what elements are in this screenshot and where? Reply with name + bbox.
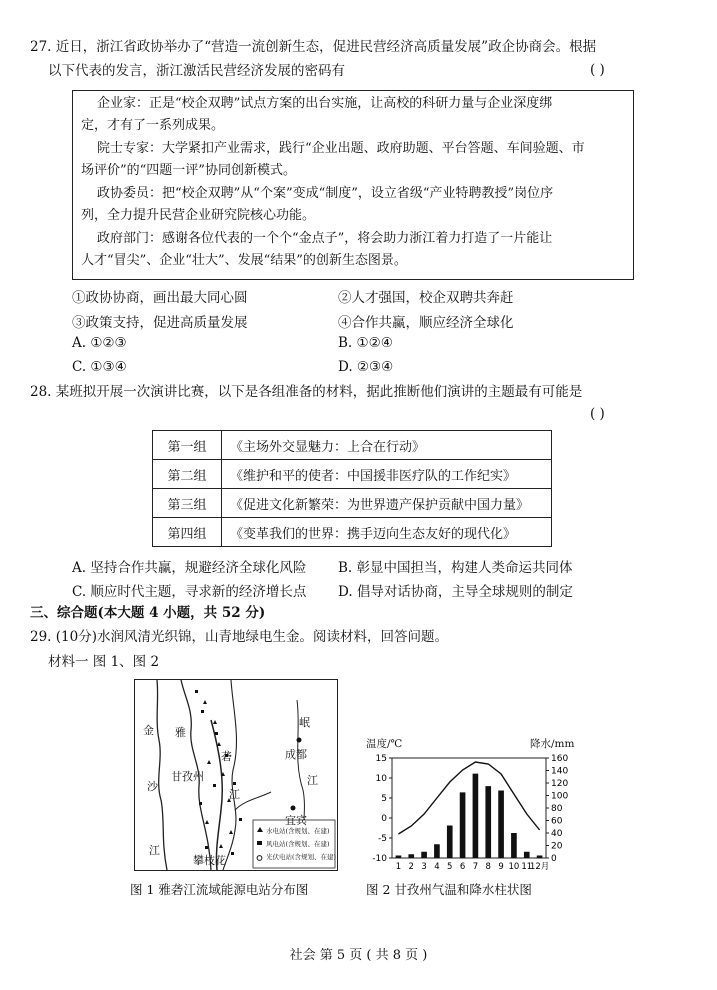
section-title: 三、综合题(本大题 4 小题，共 52 分) [30, 605, 266, 621]
q27-material-box [72, 90, 634, 280]
month-label: 1 [395, 862, 402, 872]
precip-bar [396, 856, 402, 859]
q27-stem-line2: 以下代表的发言，浙江激活民营经济发展的密码有 [48, 63, 345, 79]
table-row [153, 460, 552, 489]
precip-bar [511, 833, 517, 858]
q27-option-a: A. ①②③ [72, 335, 127, 351]
precip-bar [485, 786, 491, 858]
month-label: 4 [434, 862, 440, 872]
q28-table [152, 430, 552, 547]
month-label: 9 [498, 862, 504, 872]
precip-bar [498, 791, 504, 859]
left-tick-label: 10 [375, 774, 387, 784]
map-label-ya: 雅 [175, 726, 186, 739]
box-line: 政府部门：感谢各位代表的一个个“金点子”，将会助力浙江着力打造了一片能让 [97, 231, 553, 246]
precip-bar [473, 774, 479, 858]
material-cell: 《维护和平的使者：中国援非医疗队的工作纪实》 [222, 460, 552, 489]
q27-option-c: C. ①③④ [72, 359, 127, 375]
right-tick-label: 120 [551, 779, 569, 789]
map-label-yibin: 宜宾 [285, 814, 307, 827]
map-label-min: 岷 [299, 716, 310, 729]
box-line: 企业家：正是“校企双聘”试点方案的出台实施，让高校的科研力量与企业深度绑 [97, 96, 553, 111]
figure2-chart [360, 750, 580, 872]
precip-bar [447, 826, 453, 859]
q27-option-d: D. ②③④ [338, 359, 394, 375]
right-tick-label: 140 [551, 766, 569, 777]
month-label: 10 [508, 862, 520, 872]
q28-option-c: C. 顺应时代主题，寻求新的经济增长点 [72, 584, 307, 600]
legend-solar: 光伏电站(含规划、在建) [266, 853, 337, 861]
right-tick-label: 80 [551, 804, 563, 814]
q27-item-4: ④合作共赢，顺应经济全球化 [338, 315, 514, 331]
table-row [153, 518, 552, 547]
month-label: 8 [485, 862, 491, 872]
month-label: 12月 [529, 862, 550, 872]
map-label-jiang: 江 [149, 844, 160, 857]
q28-option-d: D. 倡导对话协商，主导全球规则的制定 [338, 584, 573, 600]
month-label: 6 [459, 862, 466, 872]
page-footer: 社会 第 5 页 ( 共 8 页 ) [289, 948, 428, 963]
box-line: 列，全力提升民营企业研究院核心功能。 [81, 208, 316, 223]
left-tick-label: -5 [378, 834, 387, 844]
material-cell: 《变革我们的世界：携手迈向生态友好的现代化》 [222, 518, 552, 547]
right-tick-label: 100 [551, 791, 569, 802]
map-label-sha: 沙 [147, 780, 158, 793]
map-label-panzhihua: 攀枝花 [193, 854, 226, 867]
box-line: 人才“冒尖”、企业“壮大”、发展“结果”的创新生态图景。 [81, 253, 407, 268]
map-label-long: 砻 [221, 750, 232, 763]
legend-wind: 风电站(含规划、在建) [266, 840, 330, 848]
box-line: 政协委员：把“校企双聘”从“个案”变成“制度”，设立省级“产业特聘教授”岗位序 [97, 186, 554, 201]
q27-item-3: ③政策支持，促进高质量发展 [72, 315, 248, 331]
q28-option-a: A. 坚持合作共赢，规避经济全球化风险 [72, 560, 307, 576]
precip-bar [434, 844, 440, 858]
map-label-jin: 金 [143, 724, 154, 737]
figure1-map [134, 679, 338, 871]
precip-bar [408, 854, 414, 858]
right-tick-label: 20 [551, 841, 563, 852]
right-tick-label: 40 [551, 829, 563, 839]
q29-stem: 29. (10分)水润风清光织锦，山青地绿电生金。阅读材料，回答问题。 [30, 629, 448, 645]
temperature-line [398, 762, 539, 834]
right-tick-label: 160 [551, 754, 569, 764]
q27-item-1: ①政协协商，画出最大同心圆 [72, 290, 248, 306]
q27-item-2: ②人才强国，校企双聘共奔赶 [338, 290, 514, 306]
figure1-caption: 图 1 雅砻江流域能源电站分布图 [130, 882, 309, 897]
right-tick-label: 60 [551, 816, 563, 827]
box-line: 场评价”的“四题一评”协同创新模式。 [81, 163, 296, 178]
material-cell: 《主场外交显魅力：上合在行动》 [222, 431, 552, 460]
map-label-chengdu: 成都 [285, 748, 307, 761]
month-label: 11 [521, 862, 533, 872]
chart-ylabel-left: 温度/℃ [366, 738, 403, 750]
table-row [153, 431, 552, 460]
precip-bar [460, 792, 466, 858]
left-tick-label: 5 [381, 794, 387, 804]
figure2-caption: 图 2 甘孜州气温和降水柱状图 [366, 882, 532, 897]
precip-bar [537, 856, 543, 859]
q28-stem: 28. 某班拟开展一次演讲比赛，以下是各组准备的材料，据此推断他们演讲的主题最有可能是 [30, 384, 583, 400]
q27-stem-line1: 27. 近日，浙江省政协举办了“营造一流创新生态，促进民营经济高质量发展”政企协商会。根据 [30, 39, 597, 55]
box-line: 院士专家：大学紧扣产业需求，践行“企业出题、政府助题、平台答题、车间验题、市 [97, 141, 585, 156]
group-cell: 第三组 [153, 489, 222, 518]
map-label-jiang2: 江 [229, 788, 240, 801]
group-cell: 第一组 [153, 431, 222, 460]
month-label: 3 [421, 862, 427, 872]
q28-option-b: B. 彰显中国担当，构建人类命运共同体 [338, 560, 573, 576]
q28-answer-paren: ( ) [590, 406, 605, 422]
map-label-jiang3: 江 [307, 774, 318, 787]
left-tick-label: 0 [381, 814, 387, 824]
q29-material-label: 材料一 图 1、图 2 [48, 654, 160, 670]
month-label: 2 [408, 862, 414, 872]
right-tick-label: 0 [551, 854, 557, 864]
month-label: 7 [472, 862, 479, 872]
q27-answer-paren: ( ) [590, 62, 605, 78]
group-cell: 第二组 [153, 460, 222, 489]
precip-bar [421, 852, 427, 858]
box-line: 定，才有了一系列成果。 [81, 118, 225, 133]
map-label-ganzi: 甘孜州 [171, 770, 204, 783]
left-tick-label: -10 [372, 854, 387, 864]
left-tick-label: 15 [375, 754, 387, 764]
chart-ylabel-right: 降水/mm [530, 738, 575, 750]
legend-hydro: 水电站(含规划、在建) [266, 827, 330, 835]
table-row [153, 489, 552, 518]
month-label: 5 [447, 862, 453, 872]
group-cell: 第四组 [153, 518, 222, 547]
precip-bar [524, 852, 530, 858]
material-cell: 《促进文化新繁荣：为世界遗产保护贡献中国力量》 [222, 489, 552, 518]
q27-option-b: B. ①②④ [338, 335, 393, 351]
